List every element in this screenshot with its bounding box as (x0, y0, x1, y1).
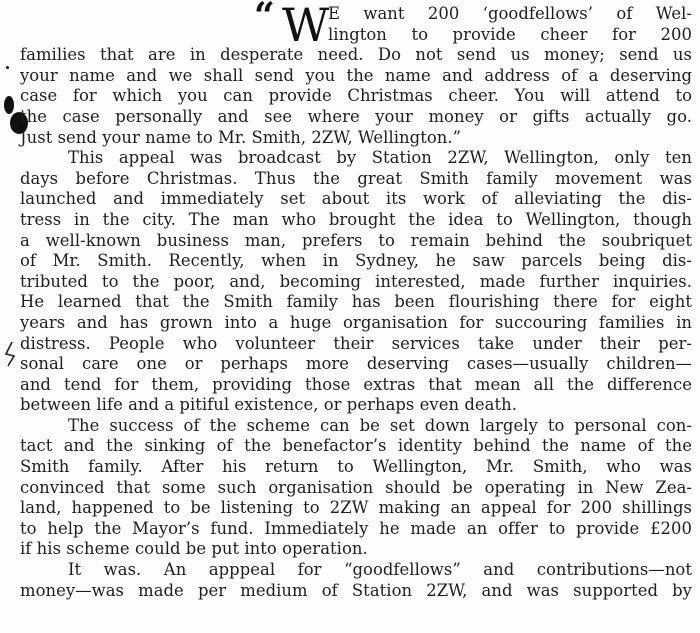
text-line: tributed to the poor, and, becoming interested, made further inquiries. (20, 271, 692, 291)
text-line: a well-known business man, prefers to remain behind the soubriquet (20, 230, 692, 250)
text-line: and tend for them, providing those extras that mean all the difference (20, 374, 692, 394)
text-line: distress. People who volunteer their services take under their per- (20, 333, 692, 353)
opening-paragraph-lead (20, 0, 692, 52)
text-line: E want 200 ‘goodfellows’ of Wel- (328, 4, 692, 23)
article-text (20, 0, 692, 601)
text-line: land, happened to be listening to 2ZW making an appeal for 200 shillings (20, 498, 692, 518)
text-line: Just send your name to Mr. Smith, 2ZW, Wellington.” (20, 127, 462, 147)
margin-tick-mark (2, 340, 16, 368)
text-line: between life and a pitiful existence, or perhaps even death. (20, 395, 517, 415)
text-line: lington to provide cheer for 200 (328, 24, 692, 44)
drop-cap-letter: W (282, 0, 330, 52)
text-line: The success of the scheme can be set down largely to personal con- (68, 415, 692, 435)
text-line: years and has grown into a huge organisation for succouring families in (20, 312, 692, 332)
text-line: families that are in desperate need. Do not send us money; send us (20, 45, 692, 65)
text-line: your name and we shall send you the name and address of a deserving (20, 65, 692, 85)
text-line: case for which you can provide Christmas cheer. You will attend to (20, 86, 692, 106)
text-line: convinced that some such organisation should be operating in New Zea- (20, 477, 692, 497)
text-line: tress in the city. The man who brought the idea to Wellington, though (20, 209, 692, 229)
opening-quote-mark: “ (254, 0, 275, 37)
text-line: to help the Mayor’s fund. Immediately he made an offer to provide £200 (20, 518, 692, 538)
text-line: of Mr. Smith. Recently, when in Sydney, he saw parcels being dis- (20, 251, 692, 271)
text-line: if his scheme could be put into operation. (20, 539, 368, 559)
article-body (20, 45, 692, 601)
text-line: tact and the sinking of the benefactor’s identity behind the name of the (20, 436, 692, 456)
text-line: the case personally and see where your money or gifts actually go. (20, 106, 692, 126)
ink-blot (6, 66, 9, 69)
text-line: days before Christmas. Thus the great Smith family movement was (20, 168, 692, 188)
text-line: launched and immediately set about its work of alleviating the dis- (20, 189, 692, 209)
text-line: He learned that the Smith family has been flourishing there for eight (20, 292, 692, 312)
text-line: Smith family. After his return to Wellington, Mr. Smith, who was (20, 457, 692, 477)
text-line: This appeal was broadcast by Station 2ZW, Wellington, only ten (68, 148, 692, 168)
text-line: money—was made per medium of Station 2ZW, and was supported by (20, 580, 692, 600)
text-line: It was. An apppeal for “goodfellows” and contributions—not (68, 560, 692, 580)
ink-blot (4, 96, 14, 114)
text-line: sonal care one or perhaps more deserving cases—usually children— (20, 354, 692, 374)
